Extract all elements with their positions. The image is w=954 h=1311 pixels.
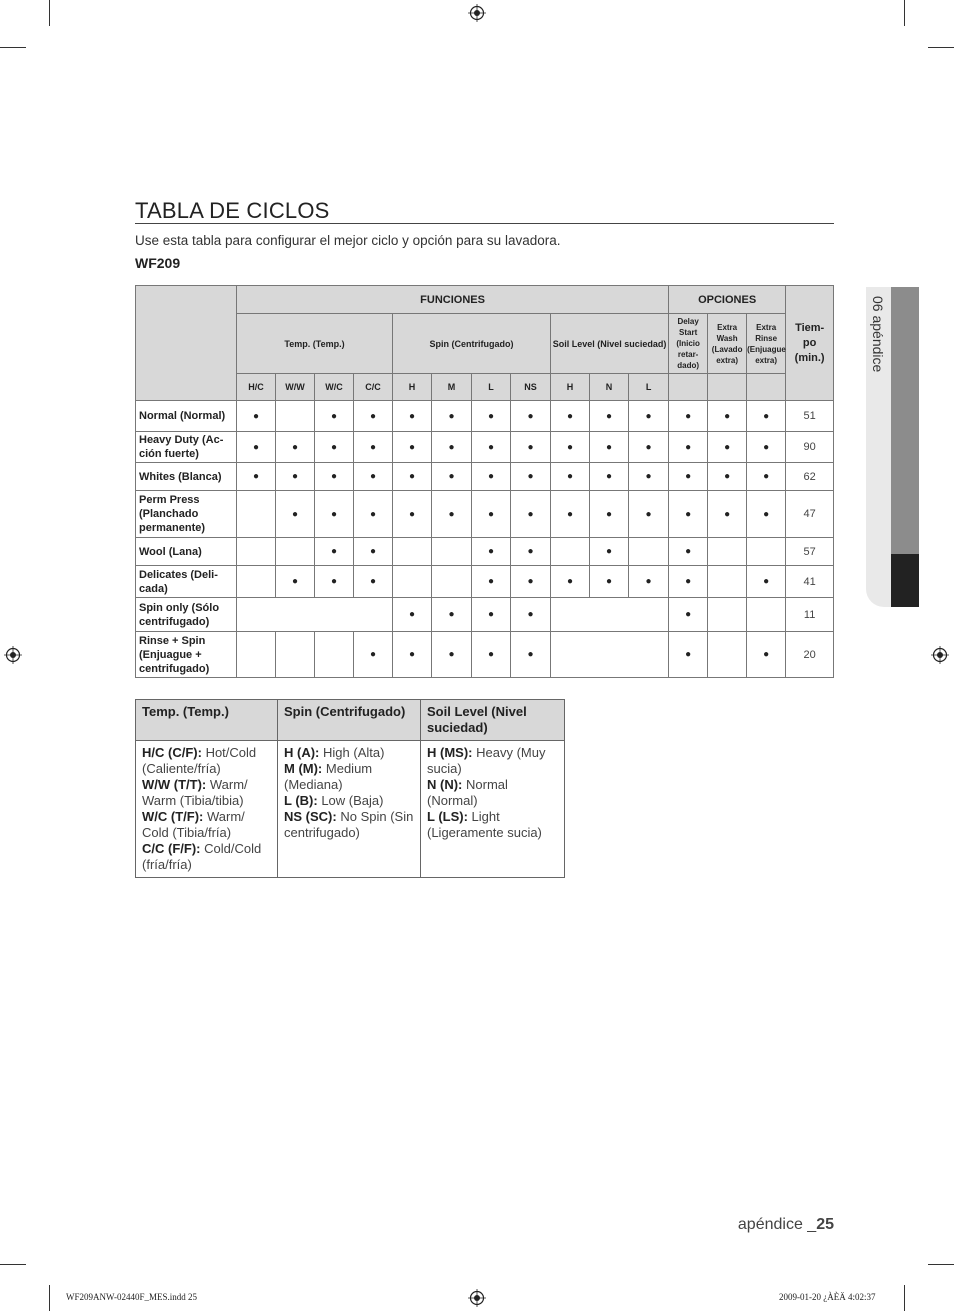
- mark-cell: [237, 632, 276, 678]
- mark-cell: ●: [747, 491, 786, 538]
- code-cell: H/C: [237, 374, 276, 401]
- code-cell: M: [432, 374, 472, 401]
- mark-cell: ●: [551, 566, 590, 598]
- mark-cell: ●: [237, 401, 276, 432]
- legend-text: Medium (Mediana): [284, 761, 373, 792]
- table-row: [136, 632, 834, 678]
- mark-cell: ●: [590, 401, 629, 432]
- mark-cell: ●: [551, 432, 590, 463]
- mark-cell: ●: [747, 432, 786, 463]
- mark-cell: ●: [747, 632, 786, 678]
- cycle-name: Whites (Blanca): [136, 463, 237, 491]
- mark-cell: ●: [354, 432, 393, 463]
- registration-mark-icon: [468, 1289, 486, 1307]
- group-header-opciones: OPCIONES: [669, 286, 786, 314]
- mark-cell: ●: [551, 491, 590, 538]
- legend-code: M (M):: [284, 761, 323, 776]
- crop-mark: [0, 1264, 26, 1265]
- mark-cell: ●: [629, 566, 669, 598]
- legend-code: L (B):: [284, 793, 318, 808]
- mark-cell: ●: [590, 463, 629, 491]
- mark-cell: ●: [432, 491, 472, 538]
- mark-cell: ●: [669, 538, 708, 566]
- mark-cell: ●: [354, 491, 393, 538]
- code-cell: H: [551, 374, 590, 401]
- model-label: WF209: [135, 255, 181, 271]
- mark-cell: [237, 598, 393, 632]
- mark-cell: ●: [629, 401, 669, 432]
- crop-mark: [49, 0, 50, 26]
- registration-mark-icon: [468, 4, 486, 22]
- mark-cell: ●: [315, 491, 354, 538]
- mark-cell: ●: [472, 598, 511, 632]
- subheader-temp: Temp. (Temp.): [237, 314, 393, 374]
- legend-code: N (N):: [427, 777, 463, 792]
- mark-cell: [708, 598, 747, 632]
- cycle-name: Heavy Duty (Ac-ción fuerte): [136, 432, 237, 463]
- mark-cell: ●: [590, 432, 629, 463]
- mark-cell: ●: [551, 463, 590, 491]
- code-cell: W/C: [315, 374, 354, 401]
- cycle-name: Perm Press (Planchado permanente): [136, 491, 237, 538]
- mark-cell: [747, 598, 786, 632]
- legend-text: Light (Ligeramente sucia): [427, 809, 542, 840]
- mark-cell: ●: [669, 598, 708, 632]
- crop-mark: [904, 0, 905, 26]
- mark-cell: ●: [393, 432, 432, 463]
- mark-cell: ●: [315, 432, 354, 463]
- page-section: apéndice _: [737, 1216, 817, 1233]
- mark-cell: [432, 566, 472, 598]
- mark-cell: ●: [354, 538, 393, 566]
- cycle-name: Normal (Normal): [136, 401, 237, 432]
- table-row: [136, 463, 834, 491]
- mark-cell: ●: [472, 463, 511, 491]
- mark-cell: ●: [315, 566, 354, 598]
- cycle-time: 57: [786, 538, 834, 566]
- mark-cell: ●: [432, 632, 472, 678]
- mark-cell: [276, 538, 315, 566]
- legend-text: High (Alta): [323, 745, 385, 760]
- cycle-name: Wool (Lana): [136, 538, 237, 566]
- intro-text: Use esta tabla para configurar el mejor ciclo y opción para su lavadora.: [135, 233, 561, 248]
- mark-cell: ●: [511, 538, 551, 566]
- code-cell: L: [629, 374, 669, 401]
- option-delay-start: Delay Start (Inicio retar-dado): [669, 314, 708, 374]
- legend-code: H (A):: [284, 745, 320, 760]
- mark-cell: ●: [590, 538, 629, 566]
- mark-cell: ●: [590, 491, 629, 538]
- legend-text: Heavy (Muy sucia): [427, 745, 546, 776]
- mark-cell: ●: [393, 598, 432, 632]
- mark-cell: [237, 491, 276, 538]
- chapter-tab-strip: [891, 287, 919, 554]
- code-cell: NS: [511, 374, 551, 401]
- cycle-name: Delicates (Deli-cada): [136, 566, 237, 598]
- mark-cell: ●: [472, 538, 511, 566]
- legend-text: Warm/ Warm (Tibia/tibia): [142, 777, 248, 808]
- tiempo-header: Tiem-po (min.): [786, 286, 834, 401]
- mark-cell: ●: [747, 401, 786, 432]
- legend-text: Warm/ Cold (Tibia/fría): [142, 809, 245, 840]
- page-number-label: [738, 1216, 834, 1234]
- mark-cell: ●: [669, 463, 708, 491]
- mark-cell: ●: [432, 401, 472, 432]
- mark-cell: ●: [708, 491, 747, 538]
- code-cell: N: [590, 374, 629, 401]
- cycle-time: 47: [786, 491, 834, 538]
- cycle-table: [135, 285, 834, 678]
- mark-cell: ●: [708, 401, 747, 432]
- mark-cell: ●: [472, 491, 511, 538]
- mark-cell: ●: [708, 432, 747, 463]
- legend-code: L (LS):: [427, 809, 468, 824]
- legend-cell-temp: [136, 741, 278, 878]
- chapter-tab-label: 06 apéndice: [870, 296, 886, 373]
- mark-cell: ●: [629, 432, 669, 463]
- mark-cell: ●: [237, 463, 276, 491]
- legend-header-spin: Spin (Centrifugado): [278, 700, 421, 741]
- mark-cell: ●: [237, 432, 276, 463]
- mark-cell: ●: [354, 566, 393, 598]
- mark-cell: [747, 538, 786, 566]
- legend-text: Hot/Cold (Caliente/fría): [142, 745, 257, 776]
- code-cell: L: [472, 374, 511, 401]
- legend-cell-spin: [278, 741, 421, 878]
- mark-cell: ●: [669, 566, 708, 598]
- mark-cell: [708, 538, 747, 566]
- mark-cell: ●: [472, 401, 511, 432]
- mark-cell: [393, 566, 432, 598]
- legend-code: W/C (T/F):: [142, 809, 204, 824]
- legend-code: H/C (C/F):: [142, 745, 202, 760]
- mark-cell: ●: [393, 463, 432, 491]
- crop-mark: [49, 1285, 50, 1311]
- mark-cell: ●: [393, 491, 432, 538]
- cycle-name: Rinse + Spin (Enjuague + centrifugado): [136, 632, 237, 678]
- legend-text: Cold/Cold (fría/fría): [142, 841, 262, 872]
- crop-mark: [928, 1264, 954, 1265]
- file-info: WF209ANW-02440F_MES.indd 25: [66, 1292, 198, 1302]
- legend-table: [135, 699, 565, 878]
- mark-cell: ●: [472, 566, 511, 598]
- mark-cell: ●: [511, 432, 551, 463]
- legend-code: C/C (F/F):: [142, 841, 201, 856]
- mark-cell: [629, 538, 669, 566]
- mark-cell: ●: [669, 491, 708, 538]
- registration-mark-icon: [931, 646, 949, 664]
- mark-cell: [393, 538, 432, 566]
- table-row: [136, 401, 834, 432]
- cycle-time: 62: [786, 463, 834, 491]
- legend-cell-soil: [421, 741, 565, 878]
- table-row: [136, 538, 834, 566]
- subheader-spin: Spin (Centrifugado): [393, 314, 551, 374]
- mark-cell: ●: [511, 463, 551, 491]
- mark-cell: ●: [393, 401, 432, 432]
- cycle-time: 51: [786, 401, 834, 432]
- print-timestamp: 2009-01-20 ¿ÀÈÄ 4:02:37: [779, 1292, 876, 1302]
- corner-cell: [136, 286, 237, 401]
- mark-cell: ●: [315, 401, 354, 432]
- mark-cell: ●: [472, 632, 511, 678]
- code-cell-empty: [747, 374, 786, 401]
- mark-cell: ●: [551, 401, 590, 432]
- code-cell-empty: [708, 374, 747, 401]
- mark-cell: [551, 598, 669, 632]
- mark-cell: [276, 632, 315, 678]
- legend-code: H (MS):: [427, 745, 473, 760]
- legend-text: No Spin (Sin centrifugado): [284, 809, 414, 840]
- chapter-tab-marker: [891, 554, 919, 607]
- cycle-time: 11: [786, 598, 834, 632]
- legend-header-soil: Soil Level (Nivel suciedad): [421, 700, 565, 741]
- mark-cell: ●: [315, 538, 354, 566]
- mark-cell: [237, 538, 276, 566]
- legend-text: Normal (Normal): [427, 777, 508, 808]
- page-title: TABLA DE CICLOS: [135, 198, 330, 223]
- mark-cell: ●: [354, 632, 393, 678]
- code-cell: C/C: [354, 374, 393, 401]
- mark-cell: ●: [432, 598, 472, 632]
- cycle-name: Spin only (Sólo centrifugado): [136, 598, 237, 632]
- mark-cell: ●: [669, 632, 708, 678]
- mark-cell: [708, 632, 747, 678]
- mark-cell: ●: [276, 463, 315, 491]
- mark-cell: ●: [432, 432, 472, 463]
- mark-cell: ●: [511, 491, 551, 538]
- code-cell-empty: [669, 374, 708, 401]
- mark-cell: ●: [276, 432, 315, 463]
- cycle-time: 41: [786, 566, 834, 598]
- crop-mark: [928, 47, 954, 48]
- mark-cell: ●: [472, 432, 511, 463]
- table-row: [136, 432, 834, 463]
- cycle-time: 90: [786, 432, 834, 463]
- mark-cell: ●: [511, 632, 551, 678]
- table-row: [136, 598, 834, 632]
- mark-cell: ●: [354, 463, 393, 491]
- option-extra-wash: Extra Wash (Lavado extra): [708, 314, 747, 374]
- table-row: [136, 491, 834, 538]
- option-extra-rinse: Extra Rinse (Enjuague extra): [747, 314, 786, 374]
- mark-cell: ●: [669, 432, 708, 463]
- mark-cell: ●: [708, 463, 747, 491]
- mark-cell: [708, 566, 747, 598]
- group-header-funciones: FUNCIONES: [237, 286, 669, 314]
- subheader-soil: Soil Level (Nivel suciedad): [551, 314, 669, 374]
- mark-cell: ●: [354, 401, 393, 432]
- registration-mark-icon: [4, 646, 22, 664]
- mark-cell: [276, 401, 315, 432]
- mark-cell: ●: [393, 632, 432, 678]
- mark-cell: ●: [629, 491, 669, 538]
- mark-cell: [432, 538, 472, 566]
- table-row: [136, 566, 834, 598]
- mark-cell: ●: [511, 401, 551, 432]
- mark-cell: ●: [747, 463, 786, 491]
- mark-cell: [551, 632, 669, 678]
- mark-cell: ●: [276, 566, 315, 598]
- code-cell: W/W: [276, 374, 315, 401]
- mark-cell: ●: [432, 463, 472, 491]
- mark-cell: [237, 566, 276, 598]
- legend-header-temp: Temp. (Temp.): [136, 700, 278, 741]
- crop-mark: [0, 47, 26, 48]
- mark-cell: ●: [511, 598, 551, 632]
- mark-cell: ●: [511, 566, 551, 598]
- mark-cell: [315, 632, 354, 678]
- page-number: 25: [816, 1216, 834, 1233]
- mark-cell: ●: [590, 566, 629, 598]
- legend-text: Low (Baja): [321, 793, 384, 808]
- mark-cell: [551, 538, 590, 566]
- legend-code: NS (SC):: [284, 809, 337, 824]
- title-divider: [135, 223, 834, 224]
- code-cell: H: [393, 374, 432, 401]
- mark-cell: ●: [747, 566, 786, 598]
- mark-cell: ●: [669, 401, 708, 432]
- mark-cell: ●: [629, 463, 669, 491]
- mark-cell: ●: [315, 463, 354, 491]
- mark-cell: ●: [276, 491, 315, 538]
- legend-code: W/W (T/T):: [142, 777, 207, 792]
- crop-mark: [904, 1285, 905, 1311]
- cycle-time: 20: [786, 632, 834, 678]
